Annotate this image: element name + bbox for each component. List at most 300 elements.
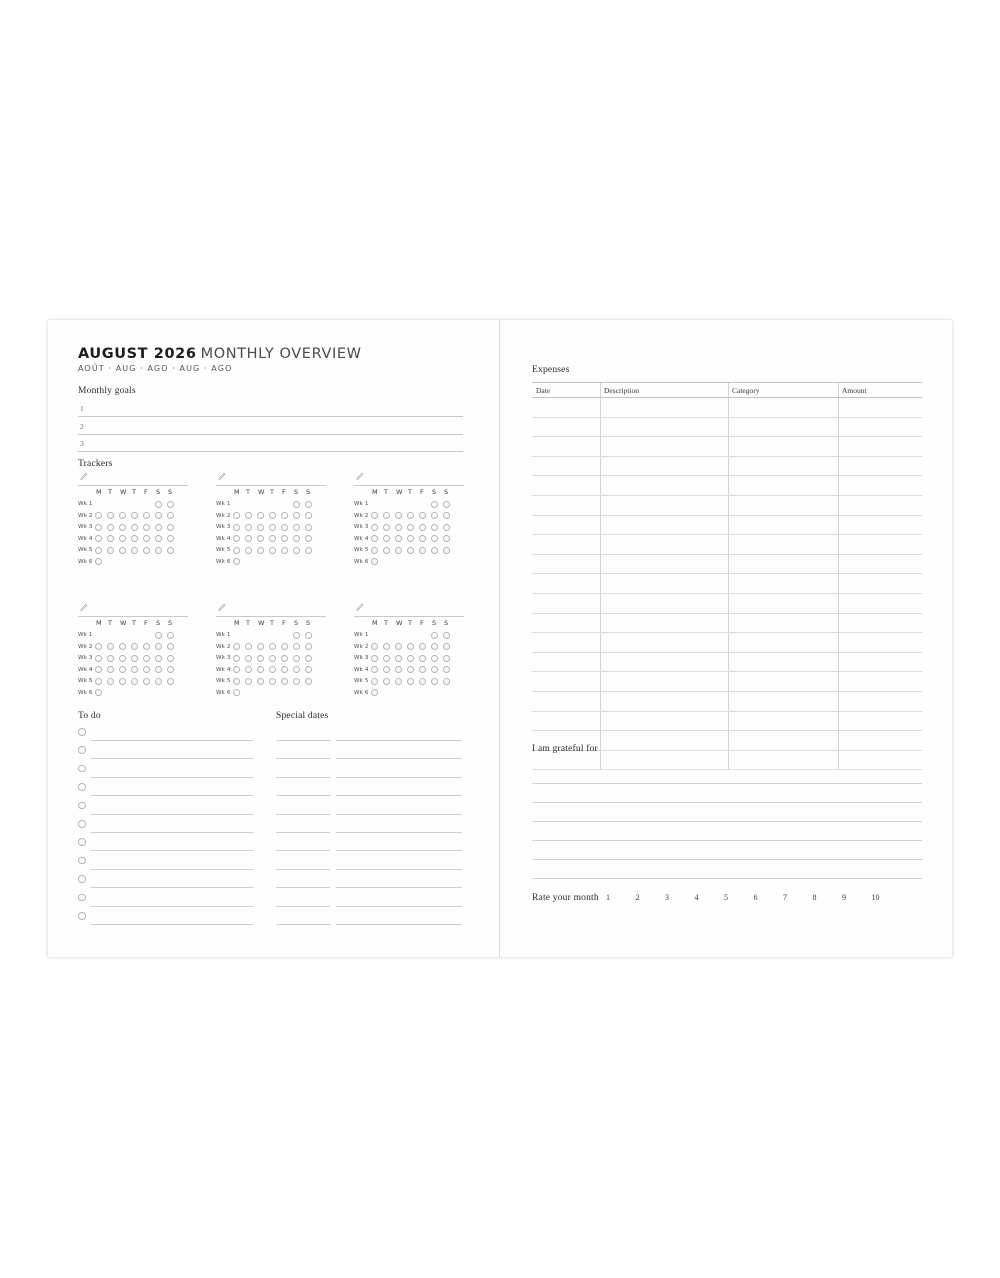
tracker-checkbox[interactable] — [155, 501, 162, 508]
special-date-date-field[interactable] — [276, 852, 330, 870]
tracker-checkbox[interactable] — [383, 643, 390, 650]
tracker-checkbox[interactable] — [119, 655, 126, 662]
expenses-table-row[interactable] — [532, 555, 922, 575]
expenses-table-row[interactable] — [532, 496, 922, 516]
tracker-checkbox[interactable] — [95, 524, 102, 531]
tracker-checkbox[interactable] — [281, 643, 288, 650]
tracker-checkbox[interactable] — [293, 535, 300, 542]
tracker-checkbox[interactable] — [383, 666, 390, 673]
tracker-checkbox[interactable] — [269, 547, 276, 554]
tracker-checkbox[interactable] — [443, 535, 450, 542]
special-date-date-field[interactable] — [276, 797, 330, 815]
tracker-checkbox[interactable] — [95, 678, 102, 685]
todo-write-line[interactable] — [91, 723, 253, 741]
tracker-checkbox[interactable] — [167, 632, 174, 639]
tracker-checkbox[interactable] — [431, 655, 438, 662]
tracker-checkbox[interactable] — [233, 678, 240, 685]
tracker-checkbox[interactable] — [431, 547, 438, 554]
tracker-checkbox[interactable] — [293, 501, 300, 508]
tracker-checkbox[interactable] — [305, 547, 312, 554]
special-date-row[interactable] — [276, 760, 466, 778]
tracker-checkbox[interactable] — [383, 512, 390, 519]
todo-row[interactable] — [78, 870, 258, 888]
special-date-date-field[interactable] — [276, 889, 330, 907]
tracker-checkbox[interactable] — [305, 666, 312, 673]
tracker-checkbox[interactable] — [371, 524, 378, 531]
todo-checkbox[interactable] — [78, 746, 86, 754]
todo-row[interactable] — [78, 889, 258, 907]
tracker-title-line[interactable] — [78, 603, 188, 617]
special-date-row[interactable] — [276, 741, 466, 759]
tracker-title-line[interactable] — [78, 472, 188, 486]
tracker-checkbox[interactable] — [305, 512, 312, 519]
todo-row[interactable] — [78, 797, 258, 815]
todo-write-line[interactable] — [91, 815, 253, 833]
special-date-text-field[interactable] — [336, 815, 462, 833]
tracker-checkbox[interactable] — [245, 678, 252, 685]
tracker-checkbox[interactable] — [119, 666, 126, 673]
todo-row[interactable] — [78, 815, 258, 833]
tracker-checkbox[interactable] — [395, 655, 402, 662]
special-date-row[interactable] — [276, 852, 466, 870]
tracker-checkbox[interactable] — [293, 643, 300, 650]
tracker-checkbox[interactable] — [305, 632, 312, 639]
todo-checkbox[interactable] — [78, 765, 86, 773]
tracker-checkbox[interactable] — [143, 655, 150, 662]
tracker-checkbox[interactable] — [107, 524, 114, 531]
todo-checkbox[interactable] — [78, 728, 86, 736]
tracker-checkbox[interactable] — [371, 666, 378, 673]
tracker-checkbox[interactable] — [293, 678, 300, 685]
special-date-row[interactable] — [276, 870, 466, 888]
tracker-checkbox[interactable] — [107, 643, 114, 650]
tracker-checkbox[interactable] — [395, 512, 402, 519]
expenses-table-row[interactable] — [532, 516, 922, 536]
tracker-checkbox[interactable] — [131, 524, 138, 531]
tracker-week-row — [78, 499, 188, 511]
tracker-checkbox[interactable] — [245, 512, 252, 519]
tracker-checkbox[interactable] — [107, 678, 114, 685]
special-date-text-field[interactable] — [336, 870, 462, 888]
tracker-checkbox[interactable] — [143, 547, 150, 554]
tracker-checkbox[interactable] — [431, 666, 438, 673]
tracker-checkbox[interactable] — [395, 524, 402, 531]
rating-value[interactable]: 8 — [812, 893, 817, 902]
todo-row[interactable] — [78, 907, 258, 925]
tracker-checkbox[interactable] — [233, 558, 240, 565]
tracker-checkbox[interactable] — [95, 689, 102, 696]
expenses-table-row[interactable] — [532, 574, 922, 594]
tracker-checkbox[interactable] — [95, 655, 102, 662]
tracker-checkbox[interactable] — [431, 524, 438, 531]
tracker-checkbox[interactable] — [95, 535, 102, 542]
rating-value[interactable]: 6 — [753, 893, 758, 902]
tracker-checkbox[interactable] — [257, 524, 264, 531]
tracker-checkbox[interactable] — [407, 547, 414, 554]
tracker-checkbox[interactable] — [119, 643, 126, 650]
tracker-checkbox[interactable] — [131, 678, 138, 685]
tracker-checkbox[interactable] — [419, 512, 426, 519]
expenses-table-row[interactable] — [532, 633, 922, 653]
special-date-row[interactable] — [276, 778, 466, 796]
tracker-checkbox[interactable] — [407, 666, 414, 673]
tracker-checkbox[interactable] — [107, 535, 114, 542]
tracker-checkbox[interactable] — [443, 655, 450, 662]
todo-row[interactable] — [78, 723, 258, 741]
tracker-checkbox[interactable] — [419, 666, 426, 673]
rating-value[interactable]: 1 — [606, 893, 610, 902]
monthly-goal-line[interactable] — [78, 400, 463, 417]
todo-row[interactable] — [78, 760, 258, 778]
tracker-checkbox[interactable] — [269, 535, 276, 542]
special-date-text-field[interactable] — [336, 833, 462, 851]
special-date-text-field[interactable] — [336, 723, 462, 741]
tracker-checkbox[interactable] — [143, 678, 150, 685]
tracker-checkbox[interactable] — [233, 524, 240, 531]
expenses-table-row[interactable] — [532, 418, 922, 438]
tracker-checkbox[interactable] — [269, 678, 276, 685]
tracker-checkbox[interactable] — [167, 501, 174, 508]
tracker-checkbox[interactable] — [143, 643, 150, 650]
tracker-checkbox[interactable] — [305, 535, 312, 542]
tracker-checkbox[interactable] — [155, 524, 162, 531]
tracker-checkbox[interactable] — [395, 547, 402, 554]
tracker-title-line[interactable] — [216, 603, 326, 617]
todo-checkbox[interactable] — [78, 857, 86, 865]
tracker-checkbox[interactable] — [233, 547, 240, 554]
gratitude-write-line[interactable] — [532, 802, 922, 803]
tracker-checkbox[interactable] — [293, 655, 300, 662]
tracker-checkbox[interactable] — [245, 643, 252, 650]
tracker-checkbox[interactable] — [383, 524, 390, 531]
todo-write-line[interactable] — [91, 852, 253, 870]
tracker-checkbox[interactable] — [107, 547, 114, 554]
monthly-goal-line[interactable] — [78, 418, 463, 435]
tracker-checkbox[interactable] — [131, 643, 138, 650]
tracker-checkbox[interactable] — [257, 535, 264, 542]
expenses-table-row[interactable] — [532, 692, 922, 712]
todo-checkbox[interactable] — [78, 838, 86, 846]
tracker-checkbox[interactable] — [167, 524, 174, 531]
todo-row[interactable] — [78, 778, 258, 796]
todo-checkbox[interactable] — [78, 802, 86, 810]
tracker-checkbox[interactable] — [419, 547, 426, 554]
tracker-checkbox[interactable] — [431, 535, 438, 542]
tracker-title-line[interactable] — [354, 603, 464, 617]
tracker-checkbox[interactable] — [443, 666, 450, 673]
tracker-checkbox[interactable] — [233, 689, 240, 696]
special-date-date-field[interactable] — [276, 760, 330, 778]
expenses-table-row[interactable] — [532, 437, 922, 457]
tracker-checkbox[interactable] — [293, 547, 300, 554]
tracker-day-letter: T — [108, 488, 112, 496]
tracker-checkbox[interactable] — [419, 535, 426, 542]
expenses-table-row[interactable] — [532, 653, 922, 673]
tracker-checkbox[interactable] — [443, 643, 450, 650]
tracker-checkbox[interactable] — [107, 666, 114, 673]
tracker-checkbox[interactable] — [371, 547, 378, 554]
tracker-checkbox[interactable] — [257, 643, 264, 650]
special-date-date-field[interactable] — [276, 870, 330, 888]
tracker-checkbox[interactable] — [371, 655, 378, 662]
tracker-checkbox[interactable] — [143, 524, 150, 531]
tracker-checkbox[interactable] — [269, 643, 276, 650]
tracker-checkbox[interactable] — [107, 655, 114, 662]
tracker-checkbox[interactable] — [155, 535, 162, 542]
tracker-checkbox[interactable] — [155, 632, 162, 639]
tracker-checkbox[interactable] — [407, 678, 414, 685]
tracker-checkbox[interactable] — [419, 643, 426, 650]
special-date-text-field[interactable] — [336, 852, 462, 870]
tracker-checkbox[interactable] — [281, 666, 288, 673]
gratitude-write-line[interactable] — [532, 878, 922, 879]
tracker-checkbox[interactable] — [281, 512, 288, 519]
tracker-day-headers — [78, 488, 188, 499]
tracker-checkbox[interactable] — [305, 524, 312, 531]
todo-checkbox[interactable] — [78, 875, 86, 883]
tracker-checkbox[interactable] — [305, 678, 312, 685]
pencil-icon — [217, 472, 226, 483]
special-date-row[interactable] — [276, 833, 466, 851]
tracker-title-line[interactable] — [216, 472, 326, 486]
tracker-checkbox[interactable] — [143, 666, 150, 673]
rating-value[interactable]: 7 — [783, 893, 787, 902]
special-date-text-field[interactable] — [336, 760, 462, 778]
special-date-date-field[interactable] — [276, 833, 330, 851]
tracker-checkbox[interactable] — [257, 666, 264, 673]
tracker-checkbox[interactable] — [431, 632, 438, 639]
gratitude-write-line[interactable] — [532, 783, 922, 784]
tracker-checkbox[interactable] — [395, 535, 402, 542]
gratitude-write-line[interactable] — [532, 840, 922, 841]
rating-value[interactable]: 5 — [724, 893, 728, 902]
todo-write-line[interactable] — [91, 889, 253, 907]
tracker-checkbox[interactable] — [269, 524, 276, 531]
tracker-checkbox[interactable] — [257, 678, 264, 685]
tracker-checkbox[interactable] — [167, 535, 174, 542]
tracker-checkbox[interactable] — [293, 666, 300, 673]
tracker-checkbox[interactable] — [257, 547, 264, 554]
tracker-checkbox[interactable] — [431, 512, 438, 519]
tracker-checkbox[interactable] — [431, 643, 438, 650]
todo-write-line[interactable] — [91, 741, 253, 759]
tracker-checkbox[interactable] — [95, 547, 102, 554]
tracker-checkbox[interactable] — [443, 632, 450, 639]
tracker-checkbox[interactable] — [245, 524, 252, 531]
expenses-table-row[interactable] — [532, 398, 922, 418]
gratitude-write-line[interactable] — [532, 859, 922, 860]
tracker-checkbox[interactable] — [269, 512, 276, 519]
expenses-table-row[interactable] — [532, 457, 922, 477]
special-date-date-field[interactable] — [276, 778, 330, 796]
tracker-checkbox[interactable] — [281, 547, 288, 554]
tracker-checkbox[interactable] — [443, 512, 450, 519]
rating-value[interactable]: 2 — [635, 893, 640, 902]
tracker-checkbox[interactable] — [281, 678, 288, 685]
tracker-checkbox[interactable] — [371, 643, 378, 650]
tracker-checkbox[interactable] — [167, 512, 174, 519]
tracker-checkbox[interactable] — [119, 678, 126, 685]
tracker-checkbox[interactable] — [155, 655, 162, 662]
tracker-checkbox[interactable] — [95, 666, 102, 673]
tracker-checkbox[interactable] — [395, 678, 402, 685]
tracker-checkbox[interactable] — [167, 643, 174, 650]
tracker-checkbox[interactable] — [167, 655, 174, 662]
tracker-checkbox[interactable] — [281, 655, 288, 662]
tracker-checkbox[interactable] — [131, 535, 138, 542]
tracker-checkbox[interactable] — [119, 524, 126, 531]
tracker-title-line[interactable] — [354, 472, 464, 486]
todo-checkbox[interactable] — [78, 894, 86, 902]
tracker-checkbox[interactable] — [407, 643, 414, 650]
tracker-checkbox[interactable] — [371, 689, 378, 696]
special-date-date-field[interactable] — [276, 815, 330, 833]
tracker-checkbox[interactable] — [95, 643, 102, 650]
tracker-checkbox[interactable] — [305, 643, 312, 650]
tracker-checkbox[interactable] — [119, 535, 126, 542]
rating-value[interactable]: 4 — [694, 893, 699, 902]
tracker-checkbox[interactable] — [95, 512, 102, 519]
expenses-cell-divider — [838, 751, 839, 770]
tracker-checkbox[interactable] — [443, 501, 450, 508]
todo-write-line[interactable] — [91, 870, 253, 888]
rating-value[interactable]: 10 — [871, 893, 880, 902]
tracker-checkbox[interactable] — [419, 655, 426, 662]
rating-value[interactable]: 3 — [665, 893, 669, 902]
special-date-text-field[interactable] — [336, 889, 462, 907]
tracker-checkbox[interactable] — [431, 678, 438, 685]
tracker-checkbox[interactable] — [443, 547, 450, 554]
tracker-checkbox[interactable] — [245, 535, 252, 542]
gratitude-write-line[interactable] — [532, 821, 922, 822]
tracker-checkbox[interactable] — [155, 666, 162, 673]
tracker-checkbox[interactable] — [293, 524, 300, 531]
rating-value[interactable]: 9 — [842, 893, 846, 902]
tracker-checkbox[interactable] — [257, 655, 264, 662]
special-date-text-field[interactable] — [336, 778, 462, 796]
tracker-checkbox[interactable] — [371, 535, 378, 542]
tracker-checkbox[interactable] — [407, 655, 414, 662]
tracker-checkbox[interactable] — [143, 512, 150, 519]
expenses-table-row[interactable] — [532, 476, 922, 496]
tracker-checkbox[interactable] — [233, 666, 240, 673]
tracker-checkbox[interactable] — [155, 547, 162, 554]
tracker-checkbox[interactable] — [155, 678, 162, 685]
tracker-checkbox[interactable] — [131, 512, 138, 519]
todo-row[interactable] — [78, 833, 258, 851]
tracker-checkbox[interactable] — [245, 547, 252, 554]
tracker-checkbox[interactable] — [419, 678, 426, 685]
tracker-checkbox[interactable] — [443, 678, 450, 685]
expenses-table-row[interactable] — [532, 712, 922, 732]
todo-write-line[interactable] — [91, 797, 253, 815]
tracker-checkbox[interactable] — [407, 524, 414, 531]
expenses-table-row[interactable] — [532, 672, 922, 692]
tracker-checkbox[interactable] — [407, 535, 414, 542]
tracker-checkbox[interactable] — [371, 558, 378, 565]
tracker-checkbox[interactable] — [371, 678, 378, 685]
tracker-checkbox[interactable] — [233, 655, 240, 662]
monthly-goal-line[interactable] — [78, 435, 463, 452]
tracker-checkbox[interactable] — [305, 655, 312, 662]
todo-checkbox[interactable] — [78, 820, 86, 828]
tracker-checkbox[interactable] — [233, 512, 240, 519]
tracker-checkbox[interactable] — [257, 512, 264, 519]
todo-row[interactable] — [78, 852, 258, 870]
tracker-week-label: Wk 3 — [78, 524, 93, 530]
tracker-checkbox[interactable] — [233, 643, 240, 650]
expenses-table-row[interactable] — [532, 594, 922, 614]
tracker-checkbox[interactable] — [131, 655, 138, 662]
tracker-checkbox[interactable] — [281, 535, 288, 542]
tracker-checkbox[interactable] — [155, 643, 162, 650]
special-date-text-field[interactable] — [336, 741, 462, 759]
special-date-date-field[interactable] — [276, 723, 330, 741]
tracker-checkbox[interactable] — [431, 501, 438, 508]
todo-write-line[interactable] — [91, 760, 253, 778]
tracker-checkbox[interactable] — [167, 547, 174, 554]
special-date-row[interactable] — [276, 907, 466, 925]
expenses-table-row[interactable] — [532, 614, 922, 634]
tracker-checkbox[interactable] — [383, 678, 390, 685]
special-date-text-field[interactable] — [336, 907, 462, 925]
tracker-checkbox[interactable] — [443, 524, 450, 531]
tracker-checkbox[interactable] — [167, 678, 174, 685]
todo-checkbox[interactable] — [78, 783, 86, 791]
tracker-checkbox[interactable] — [119, 512, 126, 519]
tracker-checkbox[interactable] — [245, 655, 252, 662]
todo-write-line[interactable] — [91, 907, 253, 925]
tracker-checkbox[interactable] — [293, 512, 300, 519]
special-date-date-field[interactable] — [276, 907, 330, 925]
tracker-checkbox[interactable] — [245, 666, 252, 673]
special-date-row[interactable] — [276, 723, 466, 741]
tracker-checkbox[interactable] — [383, 655, 390, 662]
tracker-checkbox[interactable] — [107, 512, 114, 519]
expenses-table-row[interactable] — [532, 535, 922, 555]
todo-checkbox[interactable] — [78, 912, 86, 920]
tracker-checkbox[interactable] — [281, 524, 288, 531]
tracker-checkbox[interactable] — [293, 632, 300, 639]
tracker-checkbox[interactable] — [269, 655, 276, 662]
tracker-checkbox[interactable] — [419, 524, 426, 531]
tracker-checkbox[interactable] — [119, 547, 126, 554]
todo-write-line[interactable] — [91, 833, 253, 851]
tracker-checkbox[interactable] — [383, 547, 390, 554]
tracker-checkbox[interactable] — [305, 501, 312, 508]
tracker-checkbox[interactable] — [131, 547, 138, 554]
tracker-checkbox[interactable] — [167, 666, 174, 673]
tracker-checkbox[interactable] — [395, 643, 402, 650]
special-date-row[interactable] — [276, 815, 466, 833]
tracker-checkbox[interactable] — [407, 512, 414, 519]
tracker-checkbox[interactable] — [233, 535, 240, 542]
special-date-row[interactable] — [276, 889, 466, 907]
tracker-checkbox[interactable] — [395, 666, 402, 673]
tracker-checkbox[interactable] — [155, 512, 162, 519]
special-date-text-field[interactable] — [336, 797, 462, 815]
tracker-checkbox[interactable] — [143, 535, 150, 542]
tracker-checkbox[interactable] — [131, 666, 138, 673]
special-date-date-field[interactable] — [276, 741, 330, 759]
special-date-row[interactable] — [276, 797, 466, 815]
tracker-checkbox[interactable] — [371, 512, 378, 519]
tracker-checkbox[interactable] — [95, 558, 102, 565]
todo-row[interactable] — [78, 741, 258, 759]
tracker-checkbox[interactable] — [383, 535, 390, 542]
todo-write-line[interactable] — [91, 778, 253, 796]
tracker-checkbox[interactable] — [269, 666, 276, 673]
